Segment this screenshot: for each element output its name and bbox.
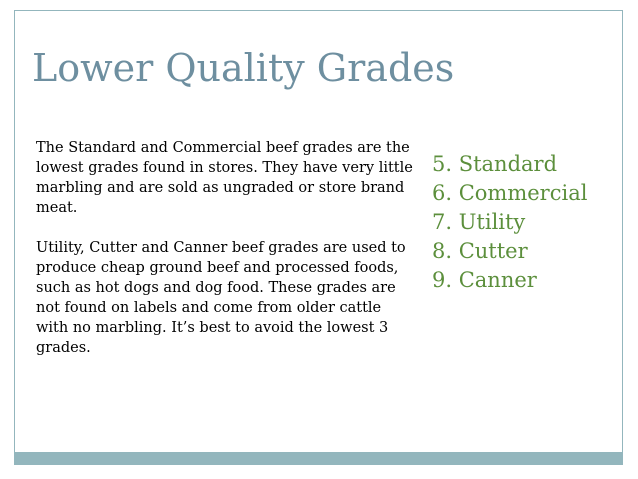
grade-item-commercial: 6. Commercial xyxy=(432,181,588,205)
footer-bar xyxy=(14,452,623,465)
grade-item-cutter: 8. Cutter xyxy=(432,239,528,263)
body-text xyxy=(36,138,416,378)
slide-title: Lower Quality Grades xyxy=(32,46,455,90)
grade-item-canner: 9. Canner xyxy=(432,268,537,292)
grade-item-standard: 5. Standard xyxy=(432,152,558,176)
grades-list xyxy=(432,150,587,295)
paragraph-utility-cutter-canner: Utility, Cutter and Canner beef grades are used to produce cheap ground beef and processed foods, such as hot dogs and dog food. These grades are not found on labels and come from older cattle with no marbling. It’s best to avoid the lowest 3 grades. xyxy=(36,240,406,356)
paragraph-standard-commercial: The Standard and Commercial beef grades are the lowest grades found in stores. They have very little marbling and are sold as ungraded or store brand meat. xyxy=(36,140,413,216)
grade-item-utility: 7. Utility xyxy=(432,210,526,234)
